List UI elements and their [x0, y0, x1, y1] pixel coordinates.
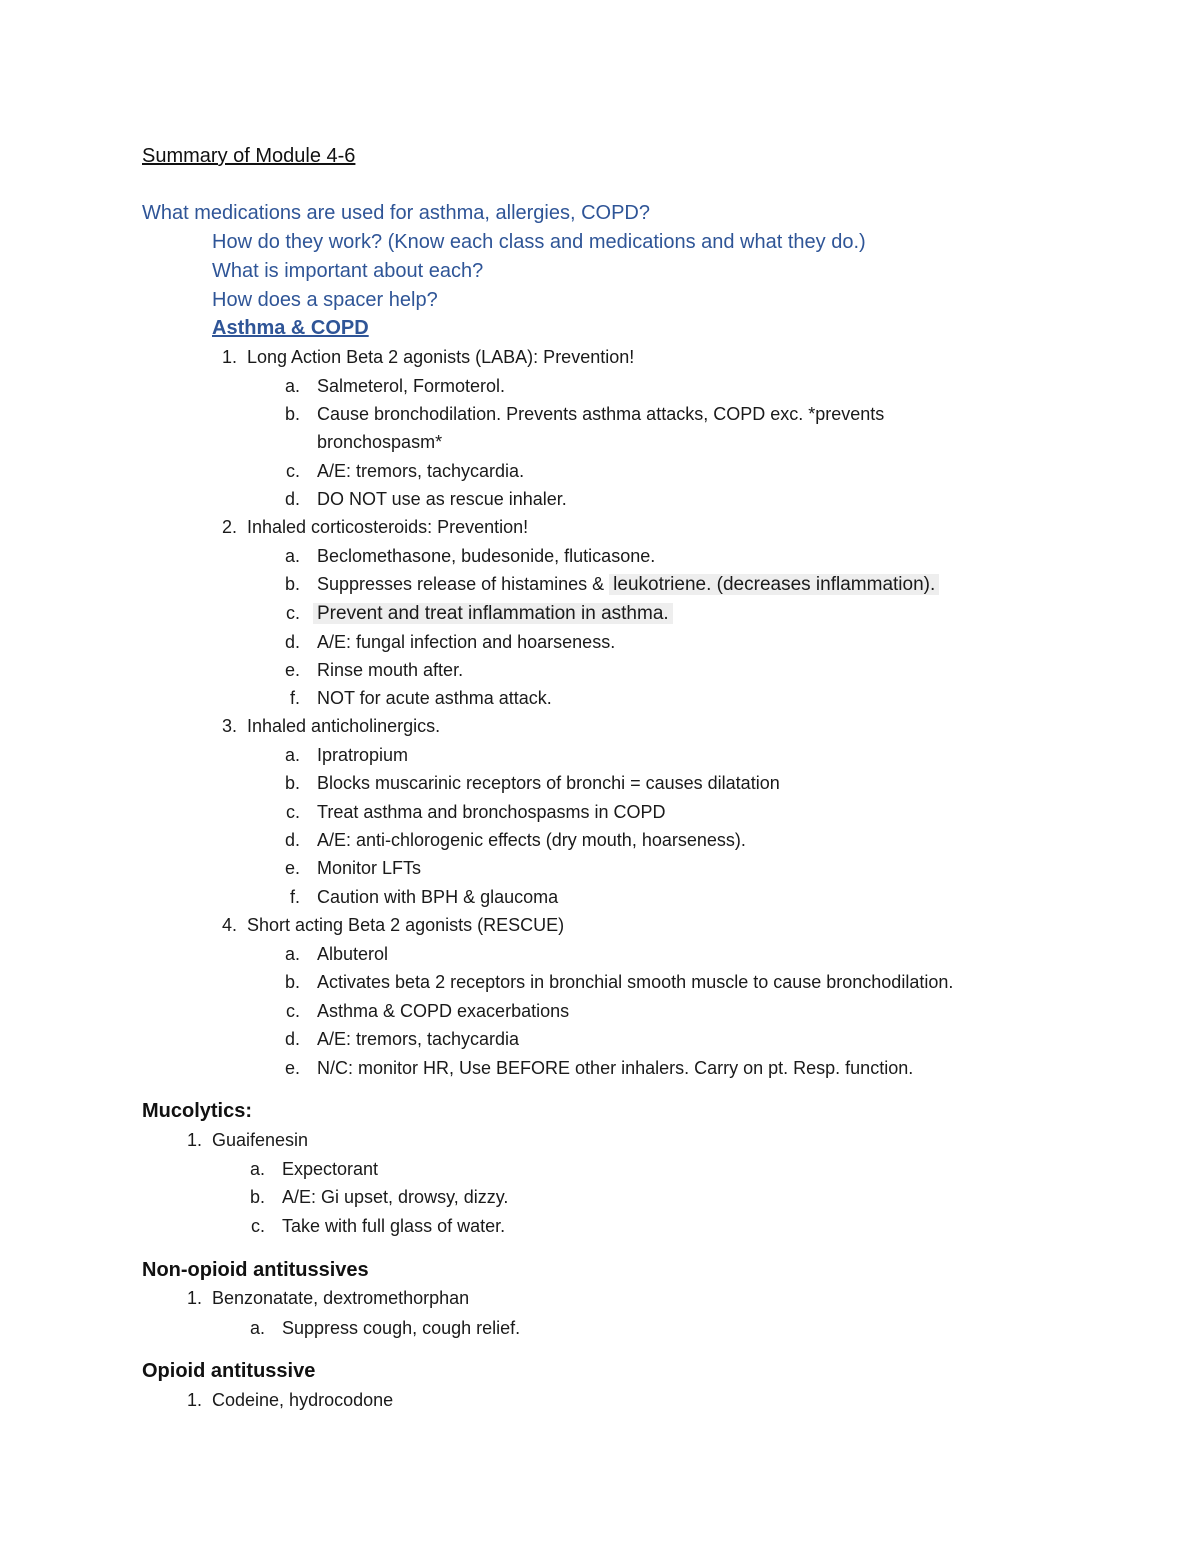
sub-letter: e. [284, 660, 300, 680]
sub-letter: e. [284, 858, 300, 878]
sub-text: DO NOT use as rescue inhaler. [317, 489, 567, 509]
sub-text [313, 601, 673, 626]
sub-text: Cause bronchodilation. Prevents asthma attacks, COPD exc. *prevents [317, 404, 885, 424]
mucolytics-heading: Mucolytics: [142, 1100, 253, 1122]
sub-text: Asthma & COPD exacerbations [317, 1001, 570, 1021]
item-number: 1. [186, 1288, 202, 1308]
sub-letter: a. [284, 745, 300, 765]
sub-text-continued: bronchospasm* [317, 432, 443, 452]
sub-text: Suppress cough, cough relief. [282, 1318, 521, 1338]
sub-letter: b. [284, 404, 300, 424]
item-number: 1. [186, 1390, 202, 1410]
item-label: Guaifenesin [212, 1130, 309, 1150]
sub-text: Salmeterol, Formoterol. [317, 376, 506, 396]
sub-text: Take with full glass of water. [282, 1216, 506, 1236]
sub-letter: a. [249, 1159, 265, 1179]
sub-text: Rinse mouth after. [317, 660, 464, 680]
sub-text: Ipratropium [317, 745, 409, 765]
sub-letter: e. [284, 1058, 300, 1078]
sub-letter: b. [284, 972, 300, 992]
sub-text-plain: Suppresses release of histamines & [317, 574, 610, 594]
question-how-work: How do they work? (Know each class and medications and what they do.) [212, 231, 866, 253]
sub-text: Caution with BPH & glaucoma [317, 887, 559, 907]
question-spacer: How does a spacer help? [212, 289, 438, 311]
sub-letter: a. [249, 1318, 265, 1338]
item-number: 1. [221, 347, 237, 367]
item-label: Inhaled corticosteroids: Prevention! [247, 517, 529, 537]
sub-text: Monitor LFTs [317, 858, 422, 878]
sub-letter: b. [249, 1187, 265, 1207]
sub-text: A/E: fungal infection and hoarseness. [317, 632, 616, 652]
sub-letter: a. [284, 376, 300, 396]
sub-text: Activates beta 2 receptors in bronchial smooth muscle to cause bronchodilation. [317, 972, 954, 992]
asthma-copd-heading[interactable]: Asthma & COPD [212, 317, 369, 339]
question-important: What is important about each? [212, 260, 484, 282]
sub-letter: d. [284, 489, 300, 509]
sub-letter: a. [284, 944, 300, 964]
opioid-heading: Opioid antitussive [142, 1360, 316, 1382]
item-label: Codeine, hydrocodone [212, 1390, 394, 1410]
sub-letter: b. [284, 773, 300, 793]
sub-letter: d. [284, 1029, 300, 1049]
item-label: Benzonatate, dextromethorphan [212, 1288, 470, 1308]
sub-letter: c. [285, 802, 300, 822]
page-title: Summary of Module 4-6 [142, 145, 356, 167]
sub-letter: a. [284, 546, 300, 566]
sub-text [317, 572, 939, 597]
item-number: 2. [221, 517, 237, 537]
sub-letter: f. [289, 887, 300, 907]
sub-letter: b. [284, 574, 300, 594]
sub-text: NOT for acute asthma attack. [317, 688, 552, 708]
sub-text: A/E: tremors, tachycardia [317, 1029, 520, 1049]
sub-text: Blocks muscarinic receptors of bronchi = causes dilatation [317, 773, 780, 793]
sub-letter: c. [285, 603, 300, 623]
sub-letter: d. [284, 830, 300, 850]
question-main: What medications are used for asthma, allergies, COPD? [142, 202, 650, 224]
item-label: Long Action Beta 2 agonists (LABA): Prevention! [247, 347, 635, 367]
item-number: 4. [221, 915, 237, 935]
sub-text: N/C: monitor HR, Use BEFORE other inhalers. Carry on pt. Resp. function. [317, 1058, 914, 1078]
sub-text: A/E: Gi upset, drowsy, dizzy. [282, 1187, 509, 1207]
sub-text: Albuterol [317, 944, 389, 964]
sub-letter: c. [285, 1001, 300, 1021]
sub-text: Treat asthma and bronchospasms in COPD [317, 802, 666, 822]
item-number: 3. [221, 716, 237, 736]
sub-text: Expectorant [282, 1159, 379, 1179]
sub-text: A/E: anti-chlorogenic effects (dry mouth, hoarseness). [317, 830, 746, 850]
sub-letter: f. [289, 688, 300, 708]
sub-text: A/E: tremors, tachycardia. [317, 461, 525, 481]
item-label: Short acting Beta 2 agonists (RESCUE) [247, 915, 565, 935]
sub-letter: d. [284, 632, 300, 652]
sub-letter: c. [285, 461, 300, 481]
non-opioid-heading: Non-opioid antitussives [142, 1259, 369, 1281]
item-number: 1. [186, 1130, 202, 1150]
highlighted-text: leukotriene. (decreases inflammation). [609, 574, 939, 595]
sub-text: Beclomethasone, budesonide, fluticasone. [317, 546, 656, 566]
sub-letter: c. [250, 1216, 265, 1236]
highlighted-text: Prevent and treat inflammation in asthma. [313, 603, 673, 624]
item-label: Inhaled anticholinergics. [247, 716, 441, 736]
